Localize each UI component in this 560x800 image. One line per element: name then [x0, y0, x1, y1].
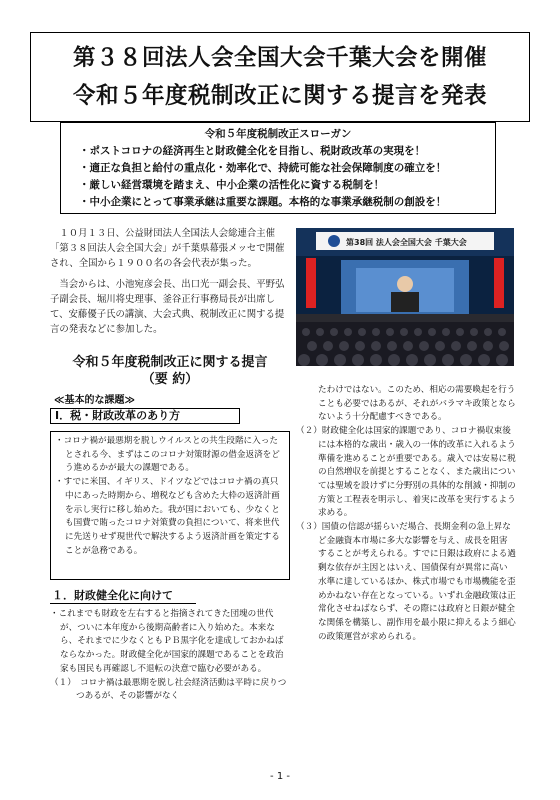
section-2-bullet: ・これまでも財政を左右すると指摘されてきた団塊の世代が、ついに本年度から後期高齢者に入り始めた。本来なら、それまでに少なくともＰＢ黒字化を達成しておかねばならなかった。財政健全化が国家的課題であることを政治家も国民も再確認し不退転の決意で臨む必要がある。	[50, 609, 284, 674]
proposal-title-block	[50, 354, 290, 388]
intro-paragraph-2: 当会からは、小池宛彦会長、出口光一副会長、平野弘子副会長、堀川将史理事、釜谷正行事務局長が出席して、安藤優子氏の講演、大会式典、税制改正に関する提言の発表などに参加した。	[50, 279, 285, 335]
basic-issues-label: ≪基本的な課題≫	[54, 395, 135, 406]
section-2-heading: １．財政健全化に向けて	[50, 588, 196, 604]
section-1-bullet: ・すでに米国、イギリス、ドイツなどではコロナ禍の真只中にあった時期から、増税なども含めた大枠の返済計画を示し実行に移し始めた。我が国においても、少なくとも国費で賄ったコロナ対策費の負担について、将来世代に先送りせず現世代で解決するよう返済計画を策定することが急務である。	[55, 477, 280, 556]
section-2-body	[50, 608, 290, 704]
right-column	[296, 384, 516, 644]
event-photo	[296, 228, 514, 366]
photo-banner-text: 第38回 法人会全国大会 千葉大会	[346, 238, 467, 247]
section-1-bullet: ・コロナ禍が最悪期を脱しウイルスとの共生段階に入ったとされる今、まずはこのコロナ対策財源の借金返済をどう進めるかが最大の課題である。	[55, 436, 280, 474]
proposal-title: 令和５年度税制改正に関する提言	[72, 355, 268, 370]
slogan-item: ・厳しい経営環境を踏まえ、中小企業の活性化に資する税制を！	[79, 179, 385, 191]
intro-paragraph-1: １０月１３日、公益財団法人全国法人会総連合主催「第３８回法人会全国大会」が千葉県幕張メッセで開催され、全国から１９００名の各会代表が集った。	[50, 228, 285, 269]
section-1-heading: Ⅰ．税・財政改革のあり方	[50, 408, 240, 424]
headline-1: 第３８回法人会全国大会千葉大会を開催	[72, 45, 487, 71]
item-3: （３）国債の信認が揺らいだ場合、長期金利の急上昇など金融資本市場に多大な影響を与え、成長を阻害することが考えられる。すでに日銀は政府による過剰な依存が主因とはいえ、国債保有が異常に高い水準に達しているほか、株式市場でも市場機能を歪めかねない存在となっている。いずれ金融政策は正常化させねばならず、その際には政府と日銀が健全な関係を構築し、副作用を最小限に抑えるよう細心の政策運営が求められる。	[296, 522, 516, 642]
slogan-heading: 令和５年度税制改正スローガン	[204, 128, 352, 140]
proposal-subtitle: （要 約）	[141, 372, 199, 387]
slogan-item: ・ポストコロナの経済再生と財政健全化を目指し、税財政改革の実現を！	[79, 145, 426, 157]
title-box	[30, 32, 530, 122]
slogan-item: ・中小企業にとって事業承継は重要な課題。本格的な事業承継税制の創設を！	[79, 196, 447, 208]
event-photo-image	[296, 228, 514, 366]
item-2: （２）財政健全化は国家的課題であり、コロナ禍収束後には本格的な歳出・歳入の一体的改革に入れるよう準備を進めることが重要である。歳入では安易に税の自然増収を前提とすることなく、また歳出については聖域を設けずに分野別の具体的な削減・抑制の方策と工程表を明示し、着実に改革を実行するよう求める。	[296, 426, 516, 519]
headline-2: 令和５年度税制改正に関する提言を発表	[72, 83, 487, 109]
item-1-continuation: たわけではない。このため、相応の需要喚起を行うことも必要ではあるが、それがバラマキ政策とならないよう十分配慮すべきである。	[318, 385, 516, 423]
page-number: - 1 -	[270, 771, 290, 782]
section-1-box	[50, 431, 290, 580]
slogan-box	[60, 122, 496, 214]
section-2-item-1: （１） コロナ禍は最悪期を脱し社会経済活動は平時に戻りつつあるが、その影響がなく	[50, 677, 287, 702]
slogan-item: ・適正な負担と給付の重点化・効率化で、持続可能な社会保障制度の確立を！	[79, 162, 447, 174]
intro-text	[50, 226, 290, 343]
